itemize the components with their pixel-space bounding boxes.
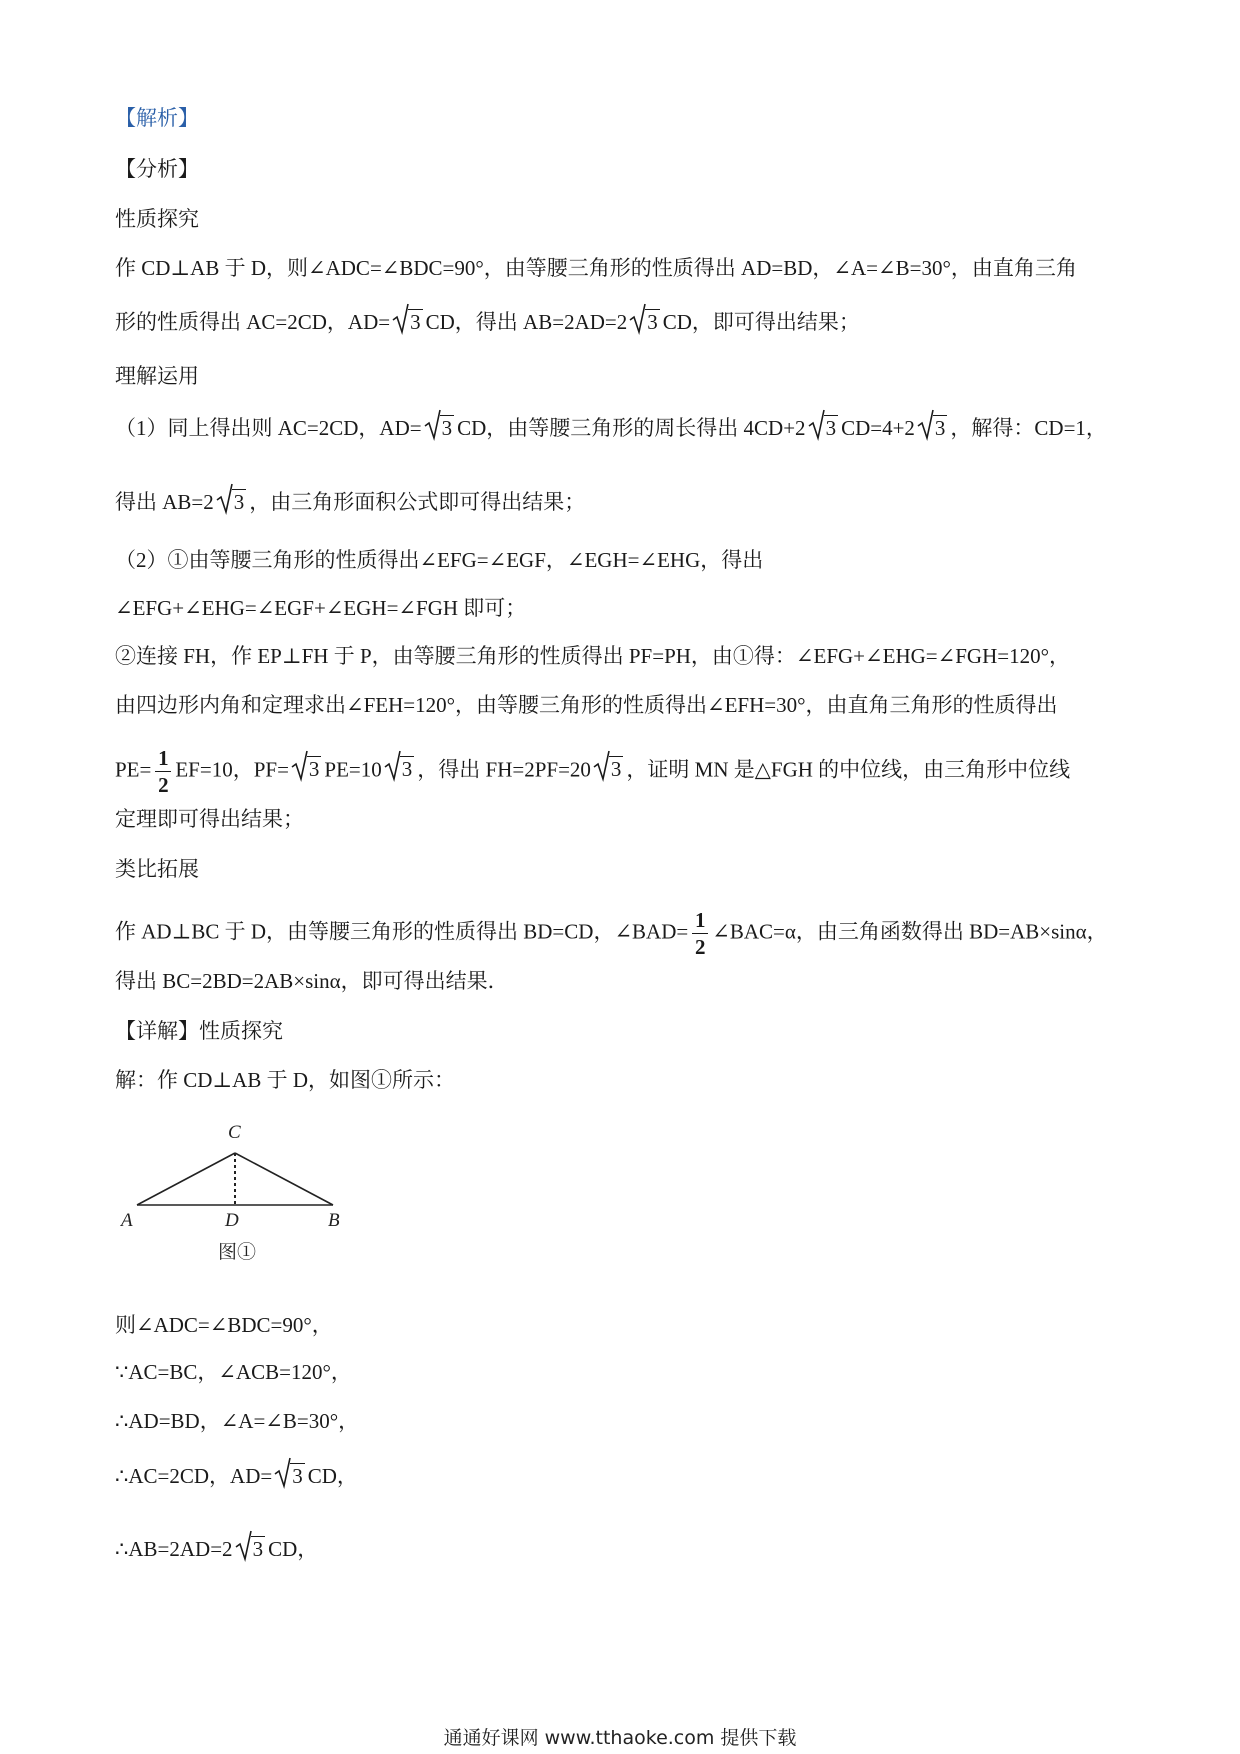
text-line — [115, 747, 1070, 796]
sqrt-3: 3 — [425, 414, 455, 442]
sqrt-3: 3 — [809, 414, 839, 442]
label-c: C — [228, 1122, 241, 1143]
fraction-half: $\frac{1}{2}$ — [692, 909, 708, 958]
sqrt-3: 3 — [292, 755, 322, 783]
triangle-figure — [115, 1120, 355, 1270]
figure-caption: 图① — [218, 1242, 257, 1263]
section-detail: 【详解】性质探究 — [115, 1019, 283, 1043]
text-line: 由四边形内角和定理求出∠FEH=120°，由等腰三角形的性质得出∠EFH=30°，由直角三角形的性质得出 — [115, 693, 1058, 717]
text-span: CD，即可得出结果； — [662, 310, 860, 334]
side-ac — [137, 1153, 235, 1205]
text-span: CD，由等腰三角形的周长得出 4CD+2 — [457, 416, 806, 440]
text-span: ∴AC=2CD，AD= — [115, 1464, 273, 1488]
text-line — [115, 1462, 358, 1490]
text-span: ，证明 MN 是△FGH 的中位线，由三角形中位线 — [626, 757, 1071, 782]
text-span: CD， — [307, 1464, 358, 1488]
sqrt-3: 3 — [385, 755, 415, 783]
text-span: PE=10 — [324, 757, 382, 782]
text-line: ∴AD=BD，∠A=∠B=30°， — [115, 1409, 360, 1433]
text-span: ∠BAC=α，由三角函数得出 BD=AB×sinα， — [712, 919, 1108, 944]
blue-header: 【解析】 — [115, 106, 199, 130]
text-span: ，解得：CD=1， — [950, 416, 1107, 440]
fraction-half: $\frac{1}{2}$ — [155, 747, 171, 796]
text-line: ∵AC=BC，∠ACB=120°， — [115, 1360, 352, 1384]
text-span: 作 AD⊥BC 于 D，由等腰三角形的性质得出 BD=CD，∠BAD= — [115, 919, 689, 944]
subsection-apply: 理解运用 — [115, 364, 199, 388]
text-span: CD，得出 AB=2AD=2 — [425, 310, 628, 334]
sqrt-3: 3 — [275, 1462, 305, 1490]
subsection-property: 性质探究 — [115, 207, 199, 231]
text-span: ，由三角形面积公式即可得出结果； — [249, 490, 586, 514]
sqrt-3: 3 — [217, 488, 247, 516]
text-line: 则∠ADC=∠BDC=90°， — [115, 1313, 333, 1337]
section-analysis: 【分析】 — [115, 157, 199, 181]
text-line — [115, 1535, 318, 1563]
text-line: 作 CD⊥AB 于 D，则∠ADC=∠BDC=90°，由等腰三角形的性质得出 AD=BD，∠A=∠B=30°，由直角三角 — [115, 256, 1077, 280]
text-line — [115, 414, 1107, 442]
text-span: 形的性质得出 AC=2CD，AD= — [115, 310, 391, 334]
text-span: EF=10，PF= — [175, 757, 289, 782]
text-line — [115, 308, 860, 336]
side-bc — [235, 1153, 333, 1205]
text-line — [115, 488, 585, 516]
sqrt-3: 3 — [918, 414, 948, 442]
label-b: B — [328, 1210, 340, 1231]
text-line: 定理即可得出结果； — [115, 807, 304, 831]
text-span: 得出 AB=2 — [115, 490, 214, 514]
text-span: CD=4+2 — [841, 416, 915, 440]
page-footer: 通通好课网 www.tthaoke.com 提供下载 — [443, 1727, 797, 1749]
text-span: ∴AB=2AD=2 — [115, 1537, 233, 1561]
text-line: ∠EFG+∠EHG=∠EGF+∠EGH=∠FGH 即可； — [115, 596, 527, 620]
text-span: ，得出 FH=2PF=20 — [417, 757, 591, 782]
sqrt-3: 3 — [594, 755, 624, 783]
label-d: D — [225, 1210, 239, 1231]
sqrt-3: 3 — [630, 308, 660, 336]
text-line — [115, 909, 1108, 958]
text-span: CD， — [268, 1537, 319, 1561]
label-a: A — [121, 1210, 133, 1231]
text-line: 解：作 CD⊥AB 于 D，如图①所示： — [115, 1068, 456, 1092]
subsection-analogy: 类比拓展 — [115, 857, 199, 881]
text-span: PE= — [115, 757, 152, 782]
text-span: （1）同上得出则 AC=2CD，AD= — [115, 416, 422, 440]
text-line: 得出 BC=2BD=2AB×sinα，即可得出结果． — [115, 969, 509, 993]
text-line: ②连接 FH，作 EP⊥FH 于 P，由等腰三角形的性质得出 PF=PH，由①得：∠EFG+∠EHG=∠FGH=120°， — [115, 644, 1070, 668]
sqrt-3: 3 — [393, 308, 423, 336]
sqrt-3: 3 — [236, 1535, 266, 1563]
text-line: （2）①由等腰三角形的性质得出∠EFG=∠EGF，∠EGH=∠EHG，得出 — [115, 548, 764, 572]
